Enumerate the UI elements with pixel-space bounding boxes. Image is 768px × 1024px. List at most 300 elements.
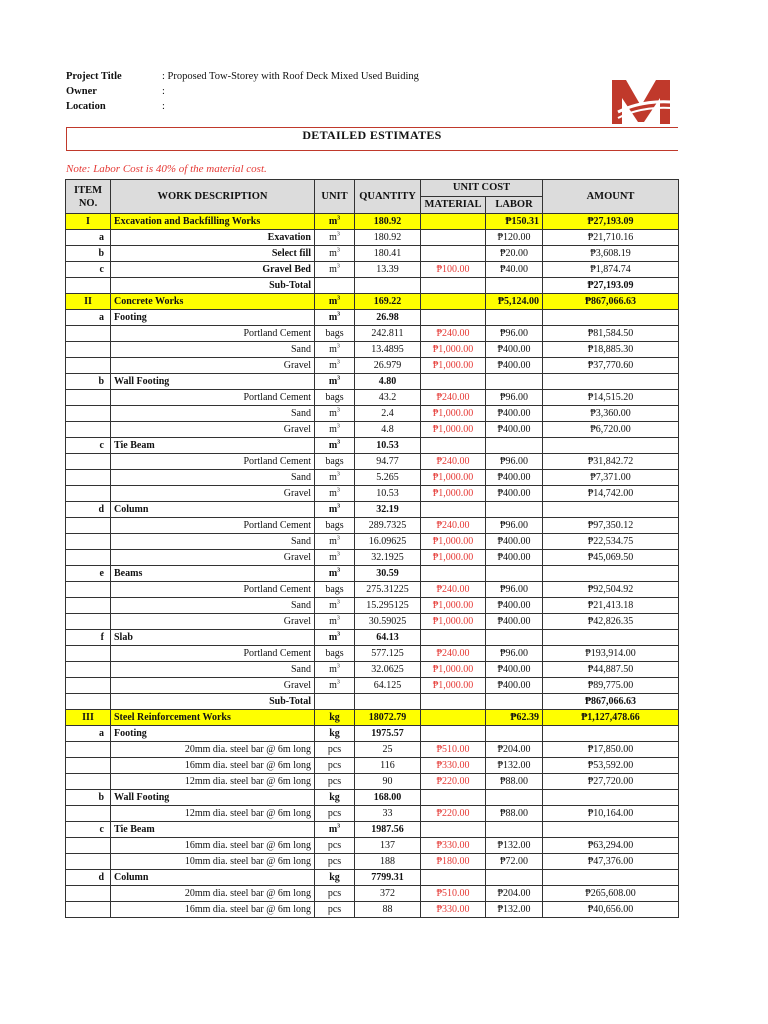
description-cell: 16mm dia. steel bar @ 6m long <box>111 902 315 918</box>
item-number-cell: d <box>66 502 111 518</box>
unit-cell: bags <box>315 518 355 534</box>
labor-cost-cell: ₱400.00 <box>486 550 543 566</box>
quantity-cell: 10.53 <box>355 486 421 502</box>
description-cell: Portland Cement <box>111 518 315 534</box>
item-number-cell <box>66 598 111 614</box>
item-number-cell <box>66 646 111 662</box>
unit-cell: $m^3$ <box>315 374 355 390</box>
material-cost-cell: ₱1,000.00 <box>421 422 486 438</box>
description-cell: Portland Cement <box>111 326 315 342</box>
unit-cell: $m^3$ <box>315 342 355 358</box>
quantity-cell: 64.13 <box>355 630 421 646</box>
unit-cell: bags <box>315 326 355 342</box>
description-cell: Sub-Total <box>111 694 315 710</box>
table-row <box>66 886 679 902</box>
table-row <box>66 390 679 406</box>
quantity-cell: 25 <box>355 742 421 758</box>
description-cell: Steel Reinforcement Works <box>111 710 315 726</box>
unit-cell: $m^3$ <box>315 822 355 838</box>
section-row <box>66 214 679 230</box>
amount-cell <box>543 438 679 454</box>
unit-cell: kg <box>315 790 355 806</box>
material-cost-cell <box>421 438 486 454</box>
table-row <box>66 678 679 694</box>
amount-cell: ₱21,710.16 <box>543 230 679 246</box>
material-cost-cell <box>421 566 486 582</box>
unit-cell: $m^3$ <box>315 246 355 262</box>
amount-cell: ₱7,371.00 <box>543 470 679 486</box>
amount-cell: ₱1,874.74 <box>543 262 679 278</box>
amount-cell: ₱193,914.00 <box>543 646 679 662</box>
description-cell: Gravel <box>111 550 315 566</box>
quantity-cell: 30.59025 <box>355 614 421 630</box>
labor-cost-cell <box>486 438 543 454</box>
quantity-cell: 180.41 <box>355 246 421 262</box>
material-cost-cell: ₱330.00 <box>421 838 486 854</box>
material-cost-cell: ₱220.00 <box>421 774 486 790</box>
item-number-cell <box>66 582 111 598</box>
table-row <box>66 518 679 534</box>
item-number-cell <box>66 774 111 790</box>
group-row <box>66 726 679 742</box>
group-row <box>66 374 679 390</box>
quantity-cell: 26.979 <box>355 358 421 374</box>
table-row <box>66 838 679 854</box>
material-cost-cell: ₱1,000.00 <box>421 406 486 422</box>
table-row <box>66 246 679 262</box>
item-number-cell <box>66 678 111 694</box>
material-cost-cell <box>421 502 486 518</box>
labor-cost-cell <box>486 310 543 326</box>
amount-cell <box>543 790 679 806</box>
description-cell: Footing <box>111 310 315 326</box>
labor-cost-cell <box>486 726 543 742</box>
amount-cell: ₱17,850.00 <box>543 742 679 758</box>
material-cost-cell: ₱240.00 <box>421 646 486 662</box>
description-cell: Sand <box>111 534 315 550</box>
material-cost-cell: ₱1,000.00 <box>421 486 486 502</box>
labor-cost-cell: ₱62.39 <box>486 710 543 726</box>
unit-cell: pcs <box>315 742 355 758</box>
item-number-cell <box>66 390 111 406</box>
amount-cell: ₱44,887.50 <box>543 662 679 678</box>
quantity-cell: 90 <box>355 774 421 790</box>
labor-cost-cell: ₱400.00 <box>486 470 543 486</box>
labor-cost-cell: ₱132.00 <box>486 758 543 774</box>
amount-cell: ₱14,742.00 <box>543 486 679 502</box>
item-number-cell <box>66 902 111 918</box>
description-cell: 10mm dia. steel bar @ 6m long <box>111 854 315 870</box>
unit-cell: $m^3$ <box>315 406 355 422</box>
quantity-cell: 2.4 <box>355 406 421 422</box>
labor-cost-cell: ₱400.00 <box>486 598 543 614</box>
item-number-cell <box>66 358 111 374</box>
material-cost-cell: ₱180.00 <box>421 854 486 870</box>
labor-cost-cell: ₱88.00 <box>486 806 543 822</box>
labor-cost-cell <box>486 502 543 518</box>
project-title-label: Project Title <box>66 71 122 82</box>
material-cost-cell <box>421 822 486 838</box>
table-row <box>66 742 679 758</box>
material-cost-cell: ₱240.00 <box>421 390 486 406</box>
item-number-cell: a <box>66 726 111 742</box>
description-cell: Beams <box>111 566 315 582</box>
description-cell: 12mm dia. steel bar @ 6m long <box>111 806 315 822</box>
unit-cell: $m^3$ <box>315 214 355 230</box>
unit-cell: $m^3$ <box>315 534 355 550</box>
amount-cell <box>543 822 679 838</box>
amount-cell: ₱27,193.09 <box>543 214 679 230</box>
section-row <box>66 294 679 310</box>
quantity-cell <box>355 694 421 710</box>
material-cost-cell <box>421 630 486 646</box>
quantity-cell: 372 <box>355 886 421 902</box>
subtotal-row <box>66 694 679 710</box>
table-row <box>66 758 679 774</box>
labor-cost-cell <box>486 630 543 646</box>
table-row <box>66 326 679 342</box>
description-cell: Sand <box>111 662 315 678</box>
item-number-cell: III <box>66 710 111 726</box>
item-number-cell <box>66 838 111 854</box>
material-cost-cell: ₱240.00 <box>421 582 486 598</box>
description-cell: Sub-Total <box>111 278 315 294</box>
material-cost-cell: ₱1,000.00 <box>421 470 486 486</box>
quantity-cell: 13.4895 <box>355 342 421 358</box>
item-number-cell <box>66 422 111 438</box>
material-cost-cell: ₱1,000.00 <box>421 662 486 678</box>
material-cost-cell <box>421 310 486 326</box>
material-cost-cell <box>421 790 486 806</box>
material-cost-cell: ₱1,000.00 <box>421 534 486 550</box>
quantity-cell: 4.8 <box>355 422 421 438</box>
quantity-cell: 1987.56 <box>355 822 421 838</box>
col-material-header: MATERIAL <box>421 197 486 214</box>
unit-cell: pcs <box>315 774 355 790</box>
quantity-cell: 88 <box>355 902 421 918</box>
description-cell: Portland Cement <box>111 646 315 662</box>
quantity-cell: 169.22 <box>355 294 421 310</box>
description-cell: Sand <box>111 406 315 422</box>
description-cell: 16mm dia. steel bar @ 6m long <box>111 758 315 774</box>
unit-cell: pcs <box>315 902 355 918</box>
table-row <box>66 534 679 550</box>
table-row <box>66 902 679 918</box>
unit-cell: kg <box>315 710 355 726</box>
quantity-cell: 15.295125 <box>355 598 421 614</box>
unit-cell: bags <box>315 390 355 406</box>
material-cost-cell: ₱240.00 <box>421 518 486 534</box>
quantity-cell: 137 <box>355 838 421 854</box>
unit-cell: pcs <box>315 758 355 774</box>
material-cost-cell: ₱100.00 <box>421 262 486 278</box>
unit-cell: $m^3$ <box>315 614 355 630</box>
description-cell: Column <box>111 502 315 518</box>
material-cost-cell: ₱240.00 <box>421 454 486 470</box>
labor-cost-cell: ₱400.00 <box>486 422 543 438</box>
table-row <box>66 774 679 790</box>
material-cost-cell: ₱510.00 <box>421 742 486 758</box>
table-row <box>66 454 679 470</box>
item-number-cell <box>66 758 111 774</box>
labor-cost-cell: ₱20.00 <box>486 246 543 262</box>
material-cost-cell: ₱240.00 <box>421 326 486 342</box>
group-row <box>66 566 679 582</box>
quantity-cell: 275.31225 <box>355 582 421 598</box>
group-row <box>66 438 679 454</box>
amount-cell: ₱37,770.60 <box>543 358 679 374</box>
table-row <box>66 806 679 822</box>
unit-cell: $m^3$ <box>315 486 355 502</box>
unit-cell: bags <box>315 582 355 598</box>
labor-cost-cell: ₱96.00 <box>486 518 543 534</box>
description-cell: Excavation and Backfilling Works <box>111 214 315 230</box>
quantity-cell: 16.09625 <box>355 534 421 550</box>
quantity-cell: 7799.31 <box>355 870 421 886</box>
description-cell: Gravel <box>111 486 315 502</box>
amount-cell <box>543 374 679 390</box>
amount-cell <box>543 630 679 646</box>
description-cell: Portland Cement <box>111 582 315 598</box>
labor-cost-cell: ₱400.00 <box>486 406 543 422</box>
description-cell: Portland Cement <box>111 390 315 406</box>
unit-cell: $m^3$ <box>315 550 355 566</box>
labor-cost-cell: ₱96.00 <box>486 582 543 598</box>
unit-cell <box>315 278 355 294</box>
labor-cost-cell <box>486 870 543 886</box>
item-number-cell <box>66 486 111 502</box>
item-number-cell <box>66 342 111 358</box>
labor-cost-cell: ₱400.00 <box>486 358 543 374</box>
description-cell: 20mm dia. steel bar @ 6m long <box>111 742 315 758</box>
group-row <box>66 822 679 838</box>
col-labor-header: LABOR <box>486 197 543 214</box>
material-cost-cell <box>421 294 486 310</box>
table-row <box>66 470 679 486</box>
material-cost-cell <box>421 278 486 294</box>
company-logo-icon <box>608 72 674 130</box>
quantity-cell: 10.53 <box>355 438 421 454</box>
labor-cost-cell <box>486 694 543 710</box>
labor-cost-cell: ₱400.00 <box>486 662 543 678</box>
group-row <box>66 630 679 646</box>
item-number-cell: c <box>66 262 111 278</box>
unit-cell: kg <box>315 726 355 742</box>
unit-cell: $m^3$ <box>315 470 355 486</box>
item-number-cell <box>66 518 111 534</box>
item-number-cell <box>66 278 111 294</box>
amount-cell: ₱42,826.35 <box>543 614 679 630</box>
description-cell: Tie Beam <box>111 822 315 838</box>
material-cost-cell: ₱1,000.00 <box>421 342 486 358</box>
col-unit-cost-header: UNIT COST <box>421 180 543 197</box>
group-row <box>66 310 679 326</box>
unit-cell: $m^3$ <box>315 678 355 694</box>
labor-cost-cell <box>486 278 543 294</box>
table-row <box>66 550 679 566</box>
col-unit-header: UNIT <box>315 180 355 214</box>
table-row <box>66 342 679 358</box>
material-cost-cell <box>421 246 486 262</box>
description-cell: Tie Beam <box>111 438 315 454</box>
amount-cell: ₱27,720.00 <box>543 774 679 790</box>
quantity-cell: 168.00 <box>355 790 421 806</box>
material-cost-cell: ₱1,000.00 <box>421 550 486 566</box>
labor-cost-cell: ₱400.00 <box>486 534 543 550</box>
unit-cell: $m^3$ <box>315 502 355 518</box>
quantity-cell: 180.92 <box>355 230 421 246</box>
item-number-cell <box>66 534 111 550</box>
labor-cost-cell: ₱400.00 <box>486 342 543 358</box>
title-bottom-rule <box>66 150 678 151</box>
item-number-cell <box>66 406 111 422</box>
table-row <box>66 582 679 598</box>
description-cell: Sand <box>111 598 315 614</box>
labor-cost-cell: ₱400.00 <box>486 614 543 630</box>
location-label: Location <box>66 101 106 112</box>
table-row <box>66 262 679 278</box>
description-cell: Slab <box>111 630 315 646</box>
unit-cell: bags <box>315 454 355 470</box>
amount-cell <box>543 726 679 742</box>
quantity-cell: 116 <box>355 758 421 774</box>
unit-cell: $m^3$ <box>315 294 355 310</box>
amount-cell: ₱92,504.92 <box>543 582 679 598</box>
quantity-cell: 289.7325 <box>355 518 421 534</box>
amount-cell: ₱31,842.72 <box>543 454 679 470</box>
col-amount-header: AMOUNT <box>543 180 679 214</box>
item-number-cell <box>66 886 111 902</box>
quantity-cell: 32.19 <box>355 502 421 518</box>
amount-cell: ₱97,350.12 <box>543 518 679 534</box>
subtotal-row <box>66 278 679 294</box>
unit-cell: pcs <box>315 838 355 854</box>
material-cost-cell: ₱1,000.00 <box>421 678 486 694</box>
quantity-cell <box>355 278 421 294</box>
item-number-cell: d <box>66 870 111 886</box>
table-row <box>66 358 679 374</box>
table-row <box>66 486 679 502</box>
unit-cell: $m^3$ <box>315 358 355 374</box>
material-cost-cell <box>421 694 486 710</box>
amount-cell: ₱63,294.00 <box>543 838 679 854</box>
labor-cost-cell: ₱150.31 <box>486 214 543 230</box>
quantity-cell: 32.1925 <box>355 550 421 566</box>
table-row <box>66 406 679 422</box>
amount-cell: ₱3,360.00 <box>543 406 679 422</box>
amount-cell: ₱21,413.18 <box>543 598 679 614</box>
unit-cell: $m^3$ <box>315 566 355 582</box>
unit-cell: $m^3$ <box>315 630 355 646</box>
amount-cell <box>543 502 679 518</box>
item-number-cell <box>66 454 111 470</box>
table-row <box>66 614 679 630</box>
amount-cell: ₱3,608.19 <box>543 246 679 262</box>
quantity-cell: 180.92 <box>355 214 421 230</box>
unit-cell: pcs <box>315 806 355 822</box>
item-number-cell: I <box>66 214 111 230</box>
amount-cell: ₱867,066.63 <box>543 294 679 310</box>
material-cost-cell <box>421 374 486 390</box>
item-number-cell <box>66 854 111 870</box>
quantity-cell: 33 <box>355 806 421 822</box>
description-cell: 20mm dia. steel bar @ 6m long <box>111 886 315 902</box>
description-cell: Select fill <box>111 246 315 262</box>
amount-cell <box>543 566 679 582</box>
owner-value: : <box>162 86 165 97</box>
description-cell: 16mm dia. steel bar @ 6m long <box>111 838 315 854</box>
item-number-cell <box>66 694 111 710</box>
description-cell: Gravel <box>111 614 315 630</box>
amount-cell: ₱40,656.00 <box>543 902 679 918</box>
item-number-cell: a <box>66 230 111 246</box>
table-row <box>66 230 679 246</box>
table-row <box>66 598 679 614</box>
amount-cell <box>543 870 679 886</box>
owner-label: Owner <box>66 86 97 97</box>
item-number-cell <box>66 470 111 486</box>
item-number-cell: f <box>66 630 111 646</box>
project-title-value: : Proposed Tow-Storey with Roof Deck Mixed Used Buiding <box>162 71 419 82</box>
description-cell: Sand <box>111 342 315 358</box>
item-number-cell <box>66 662 111 678</box>
description-cell: Footing <box>111 726 315 742</box>
description-cell: Sand <box>111 470 315 486</box>
description-cell: Gravel Bed <box>111 262 315 278</box>
amount-cell: ₱1,127,478.66 <box>543 710 679 726</box>
labor-cost-cell <box>486 822 543 838</box>
description-cell: Gravel <box>111 358 315 374</box>
labor-cost-cell: ₱120.00 <box>486 230 543 246</box>
item-number-cell: e <box>66 566 111 582</box>
item-number-cell: b <box>66 374 111 390</box>
description-cell: Exavation <box>111 230 315 246</box>
item-number-cell <box>66 742 111 758</box>
quantity-cell: 1975.57 <box>355 726 421 742</box>
unit-cell: pcs <box>315 886 355 902</box>
labor-cost-cell: ₱400.00 <box>486 486 543 502</box>
col-quantity-header: QUANTITY <box>355 180 421 214</box>
unit-cell: $m^3$ <box>315 438 355 454</box>
quantity-cell: 94.77 <box>355 454 421 470</box>
material-cost-cell: ₱510.00 <box>421 886 486 902</box>
group-row <box>66 790 679 806</box>
item-number-cell: a <box>66 310 111 326</box>
section-row <box>66 710 679 726</box>
labor-cost-cell: ₱96.00 <box>486 326 543 342</box>
quantity-cell: 43.2 <box>355 390 421 406</box>
labor-cost-cell: ₱40.00 <box>486 262 543 278</box>
description-cell: Wall Footing <box>111 374 315 390</box>
labor-cost-cell <box>486 374 543 390</box>
description-cell: Gravel <box>111 678 315 694</box>
table-row <box>66 422 679 438</box>
amount-cell: ₱47,376.00 <box>543 854 679 870</box>
quantity-cell: 30.59 <box>355 566 421 582</box>
quantity-cell: 242.811 <box>355 326 421 342</box>
material-cost-cell <box>421 214 486 230</box>
quantity-cell: 18072.79 <box>355 710 421 726</box>
labor-cost-cell: ₱204.00 <box>486 886 543 902</box>
unit-cell: $m^3$ <box>315 230 355 246</box>
item-number-cell <box>66 614 111 630</box>
labor-cost-cell: ₱5,124.00 <box>486 294 543 310</box>
material-cost-cell <box>421 726 486 742</box>
labor-cost-cell: ₱400.00 <box>486 678 543 694</box>
unit-cell: $m^3$ <box>315 262 355 278</box>
material-cost-cell: ₱220.00 <box>421 806 486 822</box>
description-cell: 12mm dia. steel bar @ 6m long <box>111 774 315 790</box>
